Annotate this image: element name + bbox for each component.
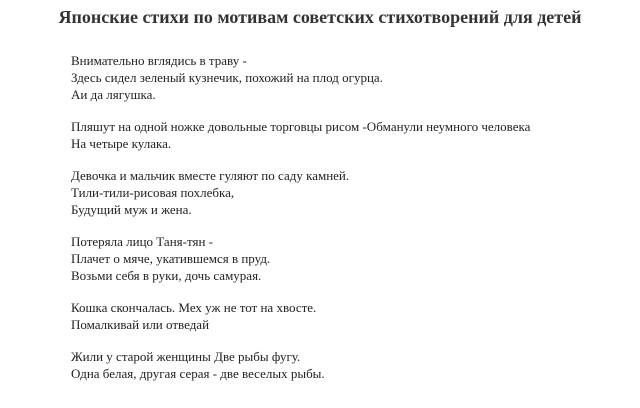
poem-line: На четыре кулака. xyxy=(71,136,172,151)
poem-line: Здесь сидел зеленый кузнечик, похожий на плод огурца. xyxy=(71,70,383,85)
poem-line: Кошка скончалась. Мех уж не тот на хвосте. xyxy=(71,300,317,315)
poem-line: Будущий муж и жена. xyxy=(71,202,192,217)
poem-stanza xyxy=(71,52,530,103)
poem-stanza xyxy=(71,118,530,152)
poem-line: Потеряла лицо Таня-тян - xyxy=(71,234,213,249)
poem-line: Жили у старой женщины Две рыбы фугу. xyxy=(71,349,301,364)
poem-line: Плачет о мяче, укатившемся в пруд. xyxy=(71,251,271,266)
page-title: Японские стихи по мотивам советских стихотворений для детей xyxy=(58,7,582,27)
poem-line: Пляшут на одной ножке довольные торговцы рисом -Обманули неумного человека xyxy=(71,119,531,134)
poem-line: Аи да лягушка. xyxy=(71,87,156,102)
poem-line: Тили-тили-рисовая похлебка, xyxy=(71,185,235,200)
poem-line: Одна белая, другая серая - две веселых рыбы. xyxy=(71,366,325,381)
poem-list xyxy=(71,52,530,382)
poem-line: Внимательно вглядись в траву - xyxy=(71,53,247,68)
poem-line: Девочка и мальчик вместе гуляют по саду камней. xyxy=(71,168,350,183)
poem-line: Помалкивай или отведай xyxy=(71,317,210,332)
poem-stanza xyxy=(71,167,530,218)
poem-stanza xyxy=(71,348,530,382)
poem-stanza xyxy=(71,299,530,333)
poem-line: Возьми себя в руки, дочь самурая. xyxy=(71,268,262,283)
poem-stanza xyxy=(71,233,530,284)
